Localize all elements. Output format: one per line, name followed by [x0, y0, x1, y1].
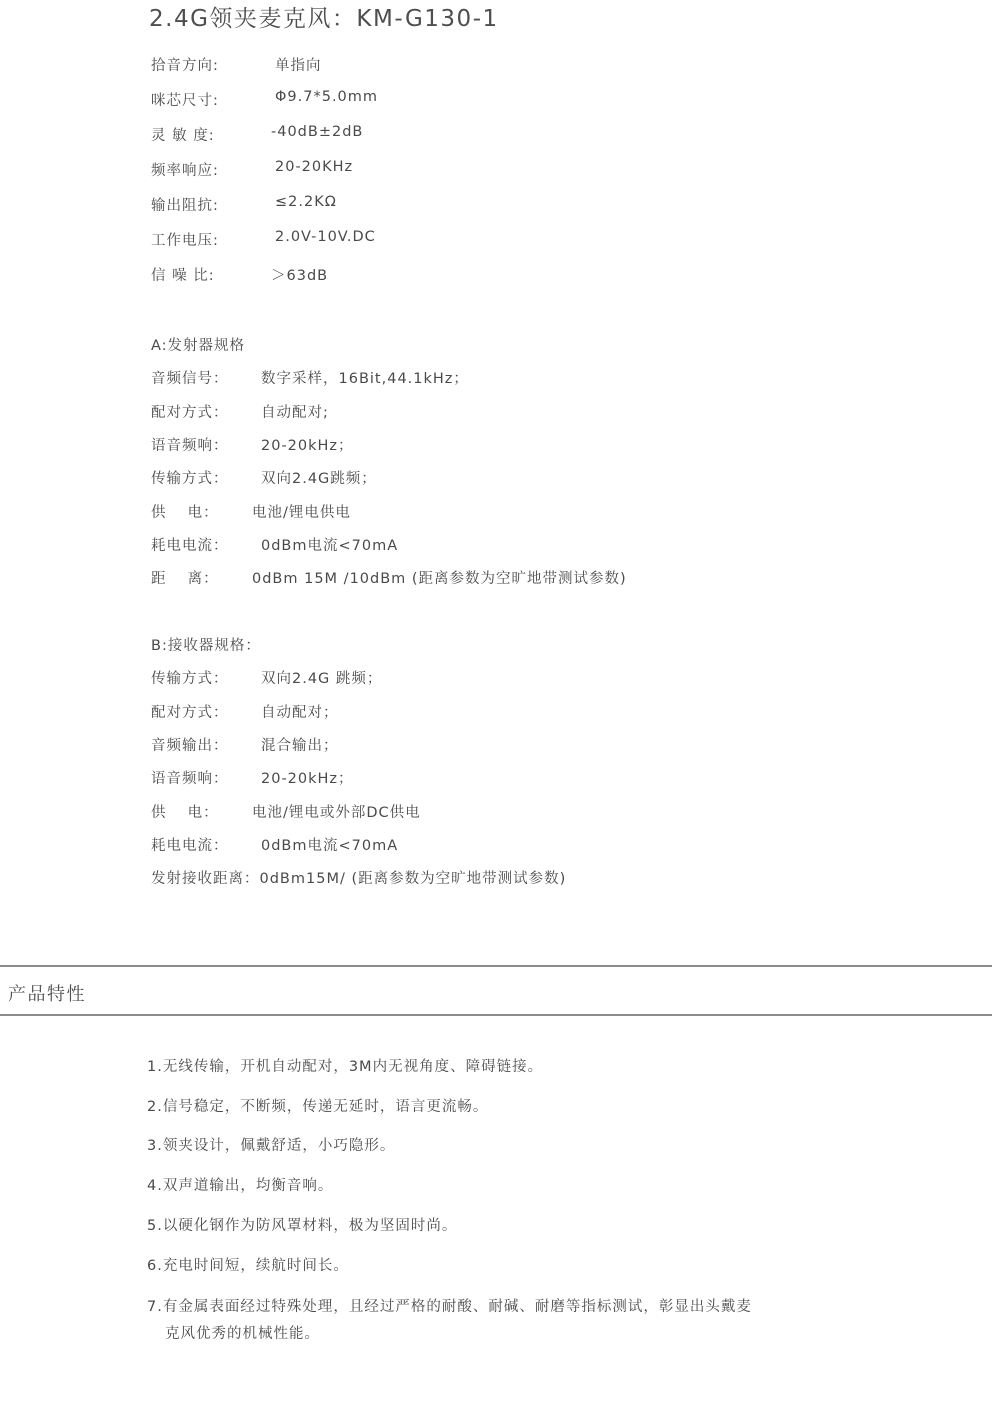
transmitter-value: 双向2.4G跳频； [261, 471, 377, 487]
receiver-row [151, 767, 354, 788]
spec-key: 输出阻抗: [151, 198, 219, 214]
transmitter-key: 距 离： [151, 571, 219, 587]
spec-value: 20-20KHz [275, 159, 354, 175]
receiver-key: 耗电电流： [151, 838, 229, 854]
receiver-value: 自动配对； [261, 705, 339, 721]
spec-value: Φ9.7*5.0mm [275, 89, 379, 105]
feature-item: 2.信号稳定，不断频，传递无延时，语言更流畅。 [147, 1099, 489, 1115]
transmitter-row [151, 401, 329, 422]
receiver-key: 音频输出： [151, 738, 229, 754]
transmitter-row [151, 534, 399, 555]
spec-key: 拾音方向: [151, 58, 219, 74]
spec-key: 信 噪 比: [151, 268, 215, 284]
feature-item-continuation: 克风优秀的机械性能。 [165, 1326, 320, 1342]
feature-item: 6.充电时间短，续航时间长。 [147, 1258, 349, 1274]
transmitter-key: 供 电： [151, 505, 219, 521]
spec-key: 咪芯尺寸: [151, 93, 219, 109]
transmitter-value: 0dBm电流<70mA [261, 538, 399, 554]
transmitter-key: 语音频响： [151, 438, 229, 454]
receiver-value: 0dBm电流<70mA [261, 838, 399, 854]
spec-value: 单指向 [275, 58, 322, 74]
features-section-header [0, 965, 992, 1016]
spec-key: 工作电压: [151, 233, 219, 249]
spec-row [151, 194, 337, 215]
transmitter-row [151, 501, 351, 522]
receiver-value: 混合输出； [261, 738, 339, 754]
spec-row [151, 264, 329, 285]
transmitter-value: 0dBm 15M /10dBm (距离参数为空旷地带测试参数) [252, 571, 627, 587]
transmitter-key: 传输方式： [151, 471, 229, 487]
receiver-key: 传输方式： [151, 671, 229, 687]
feature-item: 5.以硬化钢作为防风罩材料，极为坚固时尚。 [147, 1218, 458, 1234]
spec-row [151, 89, 379, 110]
spec-value: 2.0V-10V.DC [275, 229, 376, 245]
receiver-key: 配对方式： [151, 705, 229, 721]
transmitter-key: 配对方式： [151, 405, 229, 421]
transmitter-key: 耗电电流： [151, 538, 229, 554]
transmitter-row [151, 434, 354, 455]
receiver-distance: 发射接收距离：0dBm15M/ (距离参数为空旷地带测试参数) [151, 871, 567, 887]
receiver-row [151, 734, 339, 755]
receiver-value: 20-20kHz； [261, 771, 354, 787]
receiver-row [151, 701, 339, 722]
spec-value: ＞63dB [271, 268, 329, 284]
transmitter-key: 音频信号： [151, 371, 229, 387]
transmitter-heading: A:发射器规格 [151, 338, 246, 354]
product-title: 2.4G领夹麦克风：KM-G130-1 [149, 6, 499, 32]
spec-row [151, 124, 364, 145]
spec-key: 频率响应: [151, 163, 219, 179]
features-section-title: 产品特性 [8, 984, 86, 1005]
transmitter-value: 自动配对; [261, 405, 329, 421]
spec-value: ≤2.2KΩ [275, 194, 337, 210]
spec-row [151, 159, 354, 180]
receiver-row [151, 834, 399, 855]
feature-item: 4.双声道输出，均衡音响。 [147, 1178, 334, 1194]
receiver-row [151, 667, 383, 688]
feature-item: 3.领夹设计，佩戴舒适，小巧隐形。 [147, 1138, 396, 1154]
spec-row [151, 54, 322, 75]
receiver-key: 供 电： [151, 805, 219, 821]
receiver-value: 双向2.4G 跳频； [261, 671, 383, 687]
transmitter-value: 数字采样，16Bit,44.1kHz； [261, 371, 469, 387]
transmitter-row [151, 467, 377, 488]
receiver-row [151, 801, 421, 822]
receiver-value: 电池/锂电或外部DC供电 [252, 805, 421, 821]
feature-item: 1.无线传输，开机自动配对，3M内无视角度、障碍链接。 [147, 1059, 544, 1075]
feature-item: 7.有金属表面经过特殊处理，且经过严格的耐酸、耐碱、耐磨等指标测试，彰显出头戴麦 [147, 1299, 752, 1315]
receiver-key: 语音频响： [151, 771, 229, 787]
transmitter-value: 20-20kHz； [261, 438, 354, 454]
spec-row [151, 229, 376, 250]
spec-key: 灵 敏 度: [151, 128, 215, 144]
transmitter-row [151, 367, 469, 388]
transmitter-row [151, 567, 627, 588]
spec-value: -40dB±2dB [271, 124, 364, 140]
receiver-heading: B:接收器规格： [151, 638, 261, 654]
transmitter-value: 电池/锂电供电 [252, 505, 351, 521]
